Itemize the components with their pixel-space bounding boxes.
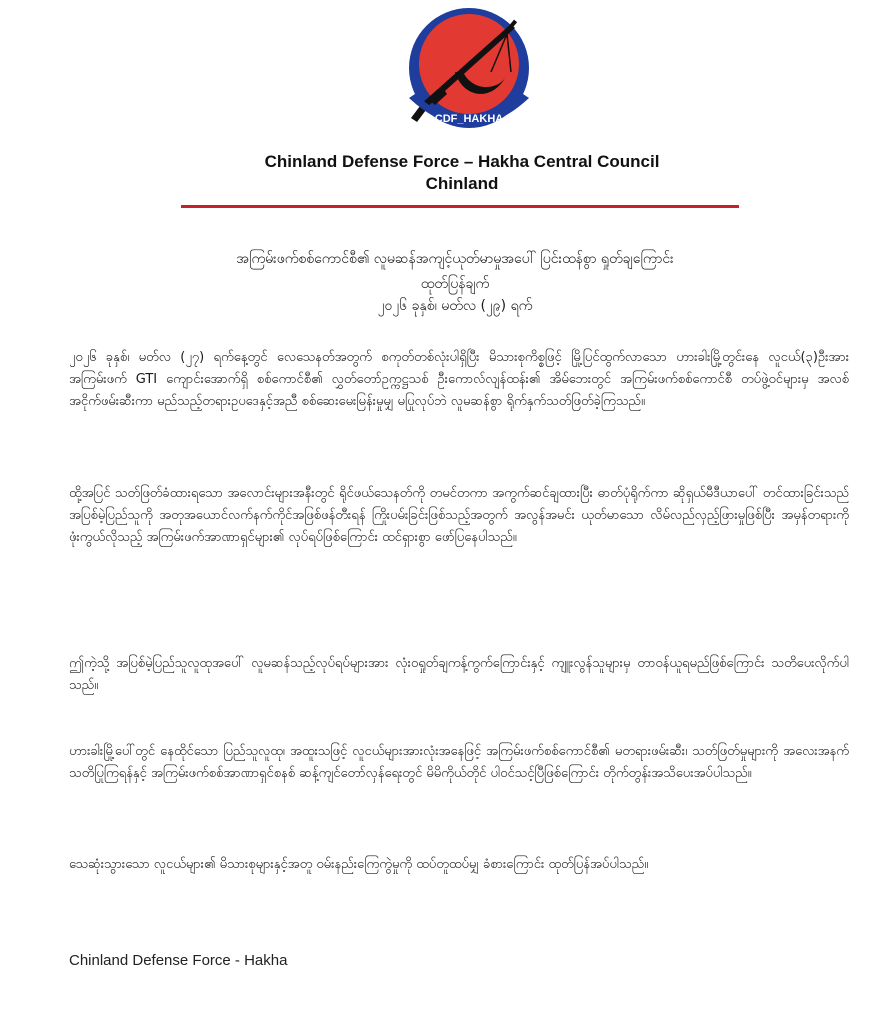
paragraph-2: ထို့အပြင် သတ်ဖြတ်ခံထားရသော အလောင်းများအနီးတွင် ရိုင်ဖယ်သေနတ်ကို တမင်တကာ အကွက်ဆင်ချထားပြီး ဓာတ်ပုံရိုက်ကာ ဆိုရှယ်မီဒီယာပေါ် တင်ထားခြင်းသည် အပြစ်မဲ့ပြည်သူကို အတုအယောင်လက်နက်ကိုင်အဖြစ်ဖန်တီးရန် ကြိုးပမ်းခြင်းဖြစ်သည့်အတွက် အလွန်အမင်း ယုတ်မာသော လိမ်လည်လှည့်ဖြားမှုဖြစ်ပြီး အမှန်တရားကို ဖုံးကွယ်လိုသည့် အကြမ်းဖက်အာဏာရှင်များ၏ လုပ်ရပ်ဖြစ်ကြောင်း ထင်ရှားစွာ ဖော်ပြနေပါသည်။ <box>69 486 849 545</box>
cdf-hakha-logo <box>393 6 545 136</box>
org-region: Chinland <box>425 174 499 193</box>
signature: Chinland Defense Force - Hakha <box>69 952 288 969</box>
header-divider <box>181 205 739 208</box>
paragraph-5: သေဆုံးသွားသော လူငယ်များ၏ မိသားစုများနှင့်အတူ ဝမ်းနည်းကြေကွဲမှုကို ထပ်တူထပ်မျှ ခံစားကြောင်း ထုတ်ပြန်အပ်ပါသည်။ <box>69 857 649 872</box>
org-name: Chinland Defense Force – Hakha Central Council <box>264 152 660 171</box>
paragraph-1: ၂၀၂၆ ခုနှစ်၊ မတ်လ (၂၇) ရက်နေ့တွင် လေသေနတ်အတွက် စကုတ်တစ်လုံးပါရှိပြီး မိသားစုကိစ္စဖြင့် မြို့ပြင်ထွက်လာသော ဟားခါးမြို့တွင်းနေ လူငယ်(၃)ဦးအား အကြမ်းဖက် GTI ကျောင်းအောက်ရှိ စစ်ကောင်စီ၏ လွှတ်တော်ဥက္ကဋ္ဌသစ် ဦးကောလ်လျန်ထန်း၏ အိမ်ဘေးတွင် အကြမ်းဖက်စစ်ကောင်စီ တပ်ဖွဲ့ဝင်များမှ အလစ်အငိုက်ဖမ်းဆီးကာ မည်သည့်တရားဥပဒေနှင့်အညီ စစ်ဆေးမေးမြန်းမှုမျှ မပြုလုပ်ဘဲ လူမဆန်စွာ ရိုက်နှက်သတ်ဖြတ်ခဲ့ကြသည်။ <box>69 350 849 409</box>
paragraph-4: ဟားခါးမြို့ပေါ်တွင် နေထိုင်သော ပြည်သူလူထု၊ အထူးသဖြင့် လူငယ်များအားလုံးအနေဖြင့် အကြမ်းဖက်စစ်ကောင်စီ၏ မတရားဖမ်းဆီး၊ သတ်ဖြတ်မှုများကို အလေးအနက် သတိပြုကြရန်နှင့် အကြမ်းဖက်စစ်အာဏာရှင်စနစ် ဆန့်ကျင်တော်လှန်ရေးတွင် မိမိကိုယ်တိုင် ပါဝင်သင့်ပြီဖြစ်ကြောင်း တိုက်တွန်းအသိပေးအပ်ပါသည်။ <box>69 744 849 781</box>
statement-subtitle: ထုတ်ပြန်ချက် <box>420 276 490 292</box>
paragraph-3: ဤကဲ့သို့ အပြစ်မဲ့ပြည်သူလူထုအပေါ် လူမဆန်သည့်လုပ်ရပ်များအား လုံးဝရှုတ်ချကန့်ကွက်ကြောင်းနှင့် ကျူးလွန်သူများမှ တာဝန်ယူရမည်ဖြစ်ကြောင်း သတိပေးလိုက်ပါသည်။ <box>69 656 849 693</box>
statement-title: အကြမ်းဖက်စစ်ကောင်စီ၏ လူမဆန်အကျင့်ယုတ်မာမှုအပေါ် ပြင်းထန်စွာ ရှုတ်ချကြောင်း <box>236 251 674 267</box>
logo-text: CDF_HAKHA <box>434 113 504 125</box>
statement-date: ၂၀၂၆ ခုနှစ်၊ မတ်လ (၂၉) ရက် <box>377 298 533 314</box>
